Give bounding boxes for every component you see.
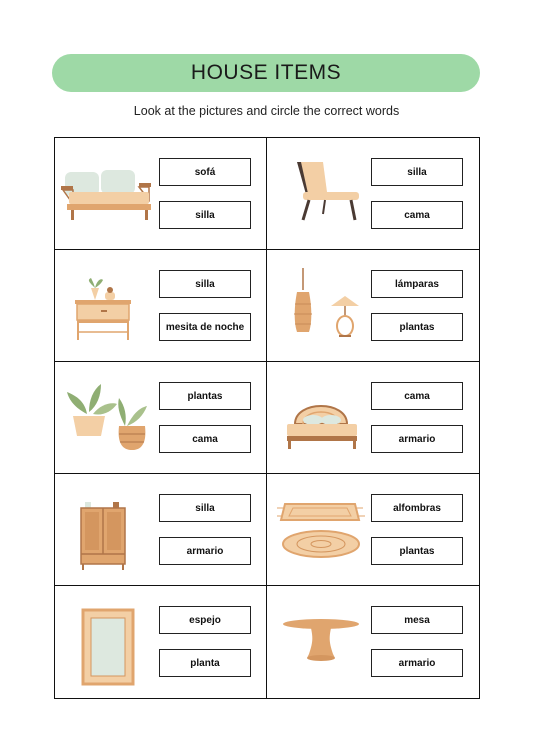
option-button[interactable]: mesita de noche xyxy=(159,313,251,341)
option-button[interactable]: espejo xyxy=(159,606,251,634)
rugs-icon xyxy=(273,486,369,574)
nightstand-icon xyxy=(61,262,157,350)
item-cell xyxy=(55,586,267,698)
bed-icon xyxy=(273,374,369,462)
item-cell xyxy=(267,138,479,250)
instructions-text: Look at the pictures and circle the correct words xyxy=(133,104,400,118)
option-button[interactable]: plantas xyxy=(371,313,463,341)
item-cell xyxy=(267,362,479,474)
item-cell xyxy=(267,474,479,586)
option-button[interactable]: cama xyxy=(371,201,463,229)
option-button[interactable]: cama xyxy=(159,425,251,453)
option-button[interactable]: sofá xyxy=(159,158,251,186)
item-cell xyxy=(267,586,479,698)
option-button[interactable]: mesa xyxy=(371,606,463,634)
option-button[interactable]: silla xyxy=(159,201,251,229)
option-button[interactable]: cama xyxy=(371,382,463,410)
option-button[interactable]: armario xyxy=(371,425,463,453)
option-button[interactable]: silla xyxy=(159,270,251,298)
option-button[interactable]: silla xyxy=(159,494,251,522)
option-button[interactable]: silla xyxy=(371,158,463,186)
item-cell xyxy=(55,250,267,362)
table-icon xyxy=(273,598,369,686)
option-button[interactable]: plantas xyxy=(159,382,251,410)
option-button[interactable]: armario xyxy=(159,537,251,565)
mirror-icon xyxy=(61,598,157,686)
option-button[interactable]: planta xyxy=(159,649,251,677)
item-cell xyxy=(55,138,267,250)
item-cell xyxy=(55,362,267,474)
lamps-icon xyxy=(273,262,369,350)
option-button[interactable]: alfombras xyxy=(371,494,463,522)
wardrobe-icon xyxy=(61,486,157,574)
title-banner xyxy=(52,54,480,92)
plants-icon xyxy=(61,374,157,462)
page-title: HOUSE ITEMS xyxy=(190,61,342,84)
item-cell xyxy=(267,250,479,362)
sofa-icon xyxy=(61,150,157,238)
chair-icon xyxy=(273,150,369,238)
option-button[interactable]: armario xyxy=(371,649,463,677)
option-button[interactable]: plantas xyxy=(371,537,463,565)
option-button[interactable]: lámparas xyxy=(371,270,463,298)
worksheet-grid xyxy=(54,137,480,699)
item-cell xyxy=(55,474,267,586)
